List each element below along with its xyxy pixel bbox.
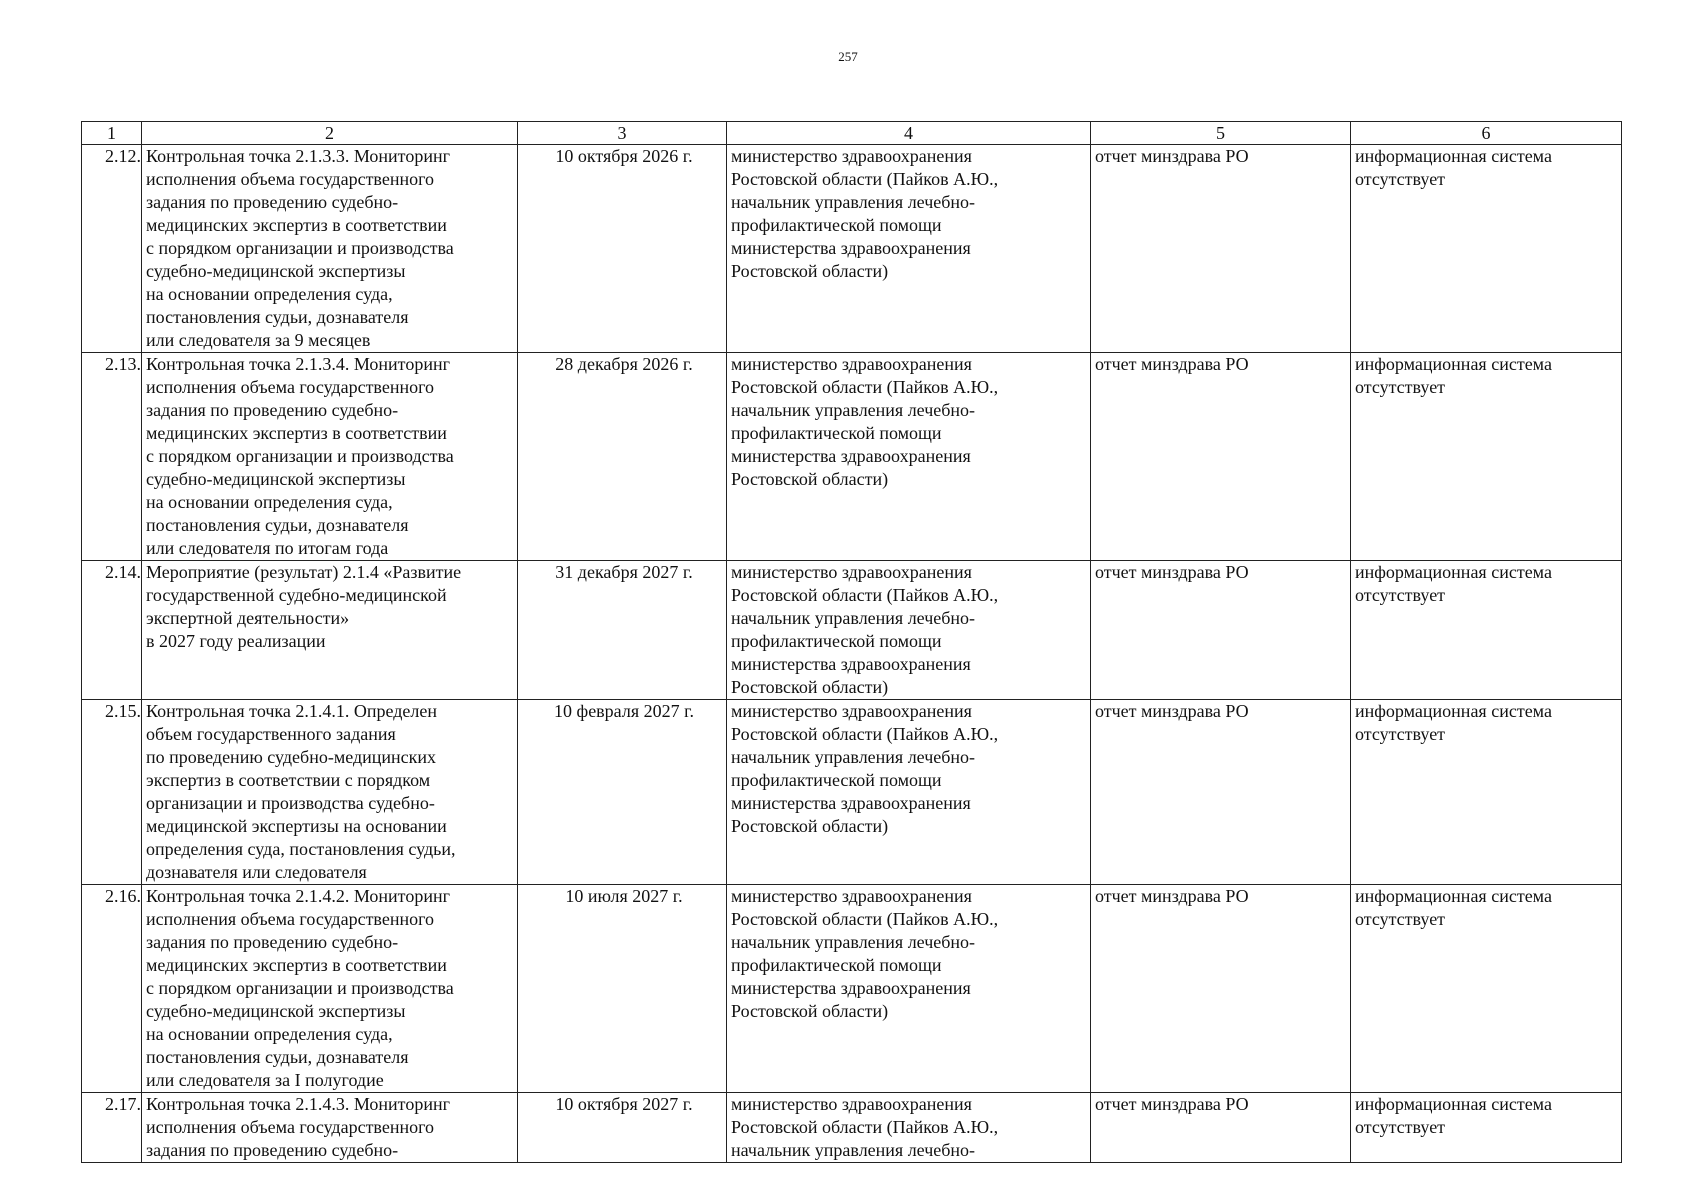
row-responsible: министерство здравоохранения Ростовской области (Пайков А.Ю., начальник управления лечебно- профилактической помощи министерства здравоохранения Ростовской области) — [727, 561, 1091, 700]
table-row — [82, 700, 1622, 885]
row-info-system: информационная система отсутствует — [1351, 561, 1622, 700]
row-responsible: министерство здравоохранения Ростовской области (Пайков А.Ю., начальник управления лечебно- — [727, 1093, 1091, 1163]
row-document: отчет минздрава РО — [1091, 1093, 1351, 1163]
row-responsible: министерство здравоохранения Ростовской области (Пайков А.Ю., начальник управления лечебно- профилактической помощи министерства здравоохранения Ростовской области) — [727, 145, 1091, 353]
row-date: 10 февраля 2027 г. — [518, 700, 727, 885]
row-info-system: информационная система отсутствует — [1351, 885, 1622, 1093]
row-description: Мероприятие (результат) 2.1.4 «Развитие государственной судебно-медицинской экспертной деятельности» в 2027 году реализации — [142, 561, 518, 700]
table-row — [82, 353, 1622, 561]
column-header-3: 3 — [518, 122, 727, 145]
row-info-system: информационная система отсутствует — [1351, 1093, 1622, 1163]
row-document: отчет минздрава РО — [1091, 353, 1351, 561]
row-number: 2.17. — [82, 1093, 142, 1163]
row-responsible: министерство здравоохранения Ростовской области (Пайков А.Ю., начальник управления лечебно- профилактической помощи министерства здравоохранения Ростовской области) — [727, 700, 1091, 885]
column-header-4: 4 — [727, 122, 1091, 145]
row-number: 2.13. — [82, 353, 142, 561]
row-number: 2.12. — [82, 145, 142, 353]
row-number: 2.16. — [82, 885, 142, 1093]
row-info-system: информационная система отсутствует — [1351, 700, 1622, 885]
row-number: 2.14. — [82, 561, 142, 700]
row-description: Контрольная точка 2.1.3.3. Мониторинг исполнения объема государственного задания по проведению судебно- медицинских экспертиз в соответствии с порядком организации и производства судебно-медицинской экспертизы на основании определения суда, постановления судьи, дознавателя или следователя за 9 месяцев — [142, 145, 518, 353]
header-row — [82, 122, 1622, 145]
row-date: 10 октября 2027 г. — [518, 1093, 727, 1163]
row-number: 2.15. — [82, 700, 142, 885]
table-header — [82, 122, 1622, 145]
row-info-system: информационная система отсутствует — [1351, 353, 1622, 561]
table-row — [82, 1093, 1622, 1163]
row-description: Контрольная точка 2.1.4.2. Мониторинг исполнения объема государственного задания по проведению судебно- медицинских экспертиз в соответствии с порядком организации и производства судебно-медицинской экспертизы на основании определения суда, постановления судьи, дознавателя или следователя за I полугодие — [142, 885, 518, 1093]
column-header-6: 6 — [1351, 122, 1622, 145]
row-description: Контрольная точка 2.1.4.3. Мониторинг исполнения объема государственного задания по проведению судебно- — [142, 1093, 518, 1163]
row-responsible: министерство здравоохранения Ростовской области (Пайков А.Ю., начальник управления лечебно- профилактической помощи министерства здравоохранения Ростовской области) — [727, 353, 1091, 561]
column-header-2: 2 — [142, 122, 518, 145]
row-document: отчет минздрава РО — [1091, 700, 1351, 885]
column-header-5: 5 — [1091, 122, 1351, 145]
table-row — [82, 885, 1622, 1093]
plan-table — [81, 121, 1622, 1163]
row-document: отчет минздрава РО — [1091, 145, 1351, 353]
row-document: отчет минздрава РО — [1091, 561, 1351, 700]
table-row — [82, 561, 1622, 700]
row-date: 31 декабря 2027 г. — [518, 561, 727, 700]
row-date: 10 июля 2027 г. — [518, 885, 727, 1093]
row-date: 28 декабря 2026 г. — [518, 353, 727, 561]
table-row — [82, 145, 1622, 353]
row-description: Контрольная точка 2.1.4.1. Определен объем государственного задания по проведению судебно-медицинских экспертиз в соответствии с порядком организации и производства судебно- медицинской экспертизы на основании определения суда, постановления судьи, дознавателя или следователя — [142, 700, 518, 885]
row-responsible: министерство здравоохранения Ростовской области (Пайков А.Ю., начальник управления лечебно- профилактической помощи министерства здравоохранения Ростовской области) — [727, 885, 1091, 1093]
row-info-system: информационная система отсутствует — [1351, 145, 1622, 353]
column-header-1: 1 — [82, 122, 142, 145]
page-number: 257 — [838, 49, 858, 64]
row-description: Контрольная точка 2.1.3.4. Мониторинг исполнения объема государственного задания по проведению судебно- медицинских экспертиз в соответствии с порядком организации и производства судебно-медицинской экспертизы на основании определения суда, постановления судьи, дознавателя или следователя по итогам года — [142, 353, 518, 561]
row-document: отчет минздрава РО — [1091, 885, 1351, 1093]
row-date: 10 октября 2026 г. — [518, 145, 727, 353]
